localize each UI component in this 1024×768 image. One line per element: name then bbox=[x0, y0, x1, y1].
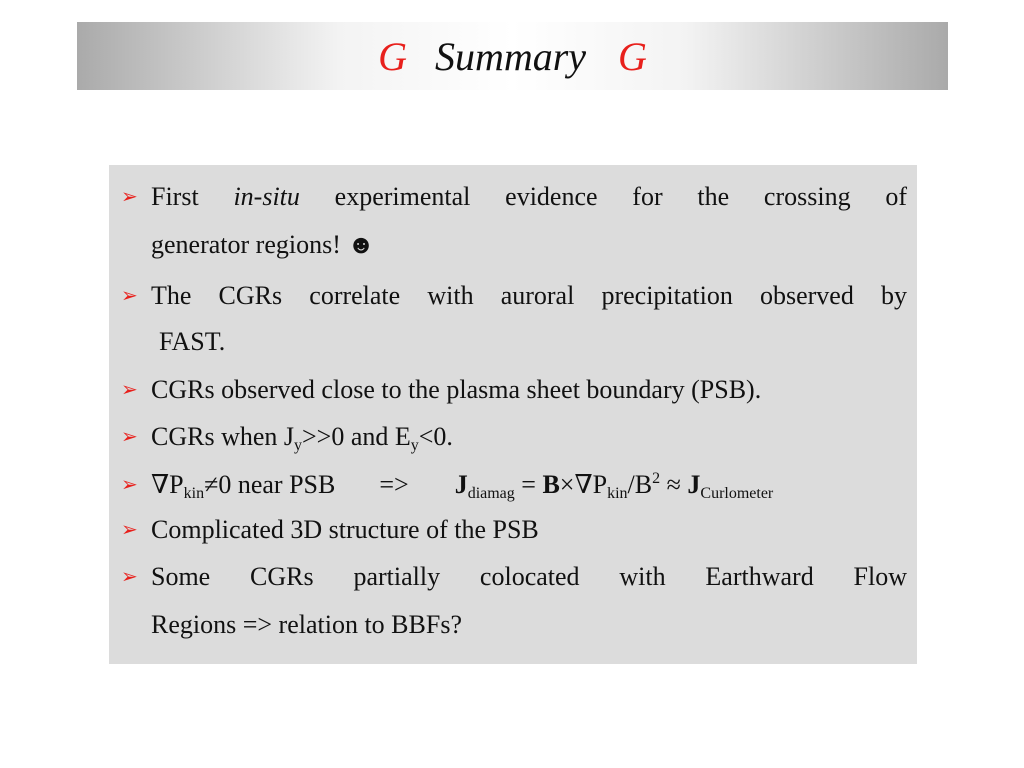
title-right-symbol: G bbox=[618, 33, 647, 79]
bullet-item-2: ➢ The CGRs correlate with auroral precipitation observed by bbox=[121, 272, 907, 320]
arrow-bullet-icon: ➢ bbox=[121, 566, 138, 588]
bullet-item-1: ➢ First in-situ experimental evidence for the crossing of generator regions! ☻ bbox=[121, 173, 907, 269]
arrow-bullet-icon: ➢ bbox=[121, 186, 138, 208]
arrow-bullet-icon: ➢ bbox=[121, 379, 138, 401]
bullet-item-7: ➢ Some CGRs partially colocated with Earthward Flow Regions => relation to BBFs? bbox=[121, 553, 907, 649]
bullet-item-6: ➢ Complicated 3D structure of the PSB bbox=[121, 506, 907, 554]
title-bar bbox=[77, 22, 948, 90]
bullet-item-4: ➢ CGRs when $J_y>>0$ and $E_y<0$. bbox=[121, 413, 907, 461]
page-title bbox=[378, 33, 647, 80]
title-left-symbol: G bbox=[378, 33, 407, 79]
title-text: Summary bbox=[434, 33, 587, 79]
bullet-item-5: ➢ $\nabla P_{kin}\ne 0$ near PSB => $J_{diamag} = B\times\nabla P_{kin}/B^2 \approx J_{Curlometer}$ bbox=[121, 461, 907, 509]
summary-box bbox=[109, 165, 917, 664]
arrow-bullet-icon: ➢ bbox=[121, 426, 138, 448]
bullet-item-3: ➢ CGRs observed close to the plasma sheet boundary (PSB). bbox=[121, 366, 907, 414]
arrow-bullet-icon: ➢ bbox=[121, 519, 138, 541]
arrow-bullet-icon: ➢ bbox=[121, 285, 138, 307]
arrow-bullet-icon: ➢ bbox=[121, 474, 138, 496]
bullet-item-2-cont: FAST. bbox=[159, 327, 226, 356]
